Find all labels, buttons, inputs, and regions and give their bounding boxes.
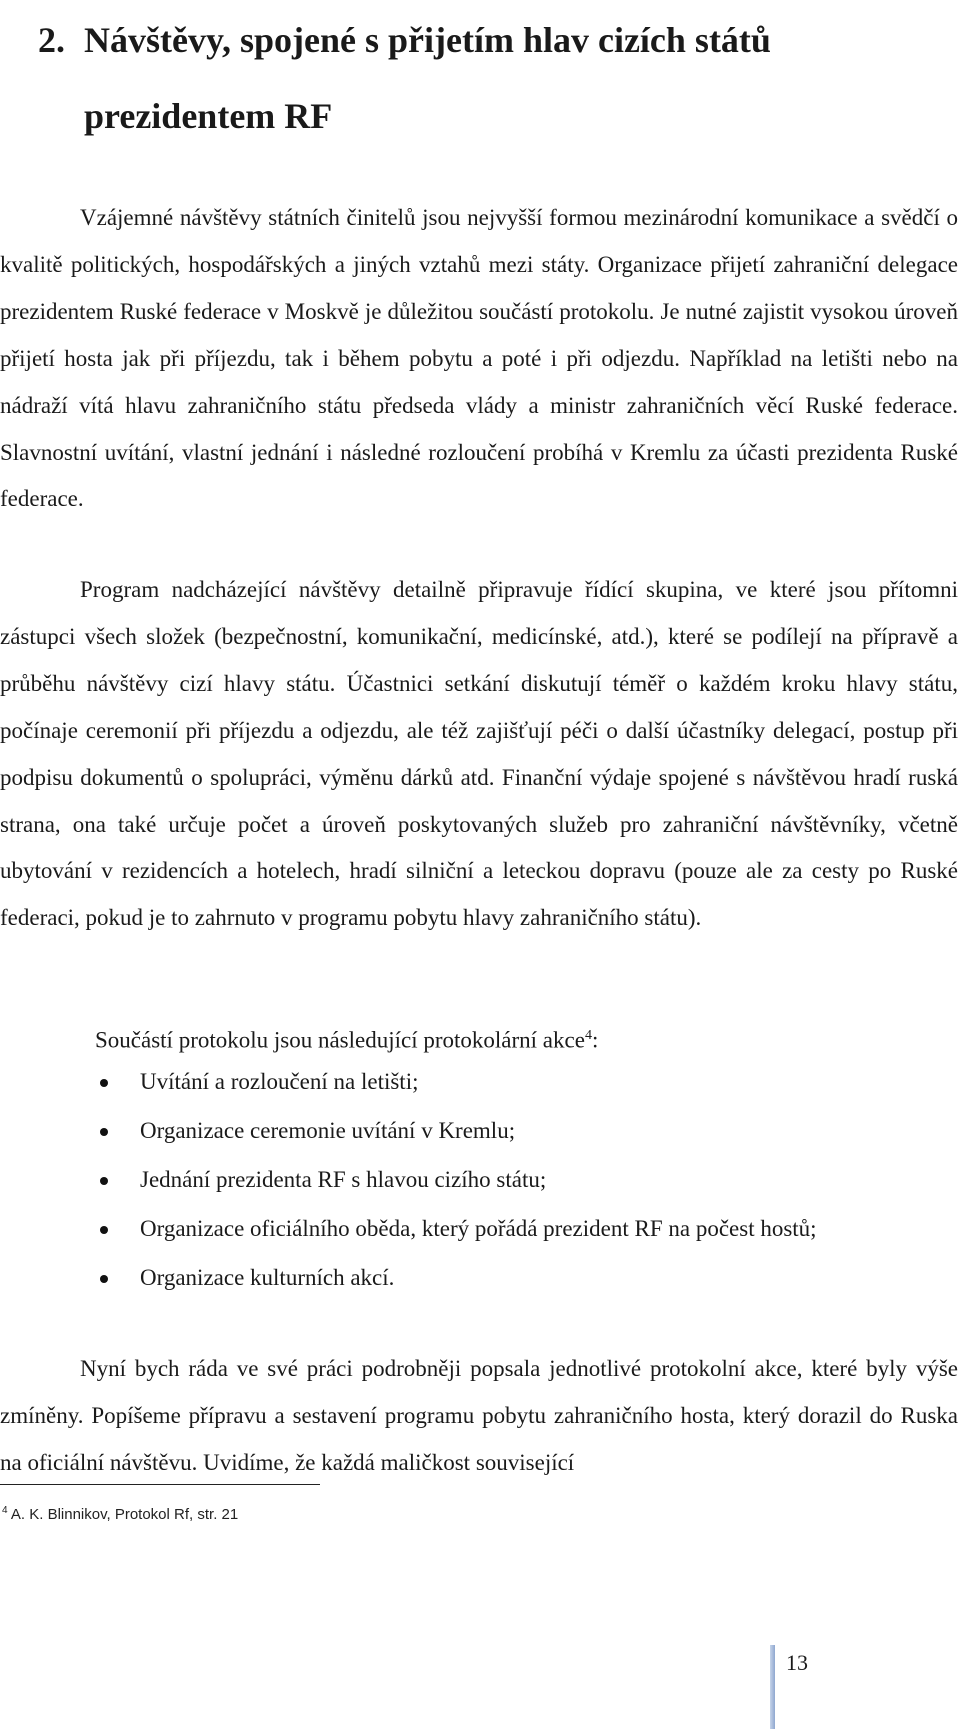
list-item-text: Uvítání a rozloučení na letišti; — [140, 1069, 419, 1094]
chapter-title-line2: prezidentem RF — [84, 96, 333, 136]
bullet-icon — [100, 1226, 108, 1234]
footnote — [2, 1500, 238, 1526]
paragraph-4: Nyní bych ráda ve své práci podrobněji popsala jednotlivé protokolní akce, které byly výše zmíněny. Popíšeme přípravu a sestavení programu pobytu zahraničního hosta, který dorazil do Ruska na oficiální návštěvu. Uvidíme, že každá maličkost související — [0, 1356, 958, 1475]
list-item — [0, 1160, 958, 1209]
paragraph-2: Program nadcházející návštěvy detailně připravuje řídící skupina, ve které jsou přítomni zástupci všech složek (bezpečnostní, komunikační, medicínské, atd.), které se podílejí na přípravě a průběhu návštěvy cizí hlavy státu. Účastnici setkání diskutují téměř o každém kroku hlavy státu, počínaje ceremonií při příjezdu a odjezdu, ale též zajišťují péči o další účastníky delegací, postup při podpisu dokumentů o spolupráci, výměnu dárků atd. Finanční výdaje spojené s návštěvou hradí ruská strana, ona také určuje počet a úroveň poskytovaných služeb pro zahraniční návštěvníky, včetně ubytování v rezidencích a hotelech, hradí silniční a leteckou dopravu (pouze ale za cesty po Ruské federaci, pokud je to zahrnuto v programu pobytu hlavy zahraničního státu). — [0, 577, 958, 931]
list-item-text: Organizace kulturních akcí. — [140, 1265, 395, 1290]
list-item-text: Organizace oficiálního oběda, který pořádá prezident RF na počest hostů; — [140, 1216, 817, 1241]
chapter-title-line1: Návštěvy, spojené s přijetím hlav cizích států — [84, 20, 771, 60]
footnote-reference: 4 — [584, 1028, 592, 1043]
list-item — [0, 1062, 958, 1111]
list-item — [0, 1258, 958, 1307]
list-intro — [95, 1016, 598, 1061]
page-number: 13 — [786, 1650, 808, 1675]
chapter-heading — [38, 2, 958, 154]
footnote-divider — [0, 1484, 320, 1485]
bullet-icon — [100, 1275, 108, 1283]
footnote-number: 4 — [2, 1505, 8, 1516]
paragraph-1: Vzájemné návštěvy státních činitelů jsou nejvyšší formou mezinárodní komunikace a svědčí o kvalitě politických, hospodářských a jiných vztahů mezi státy. Organizace přijetí zahraniční delegace prezidentem Ruské federace v Moskvě je důležitou součástí protokolu. Je nutné zajistit vysokou úroveň přijetí hosta jak při příjezdu, tak i během pobytu a poté i při odjezdu. Například na letišti nebo na nádraží vítá hlavu zahraničního státu předseda vlády a ministr zahraničních věcí Ruské federace. Slavnostní uvítání, vlastní jednání i následné rozloučení probíhá v Kremlu za účasti prezidenta Ruské federace. — [0, 205, 958, 512]
protocol-actions-list — [0, 1062, 958, 1307]
list-item — [0, 1209, 958, 1258]
chapter-number: 2. — [38, 20, 65, 60]
list-item-text: Jednání prezidenta RF s hlavou cizího státu; — [140, 1167, 547, 1192]
list-intro-text: Součástí protokolu jsou následující protokolární akce — [95, 1027, 585, 1053]
bullet-icon — [100, 1177, 108, 1185]
list-item — [0, 1111, 958, 1160]
list-item-text: Organizace ceremonie uvítání v Kremlu; — [140, 1118, 516, 1143]
page-number-bar — [770, 1645, 775, 1729]
list-intro-suffix: : — [591, 1027, 599, 1053]
bullet-icon — [100, 1079, 108, 1087]
bullet-icon — [100, 1128, 108, 1136]
footnote-text: A. K. Blinnikov, Protokol Rf, str. 21 — [7, 1506, 239, 1523]
